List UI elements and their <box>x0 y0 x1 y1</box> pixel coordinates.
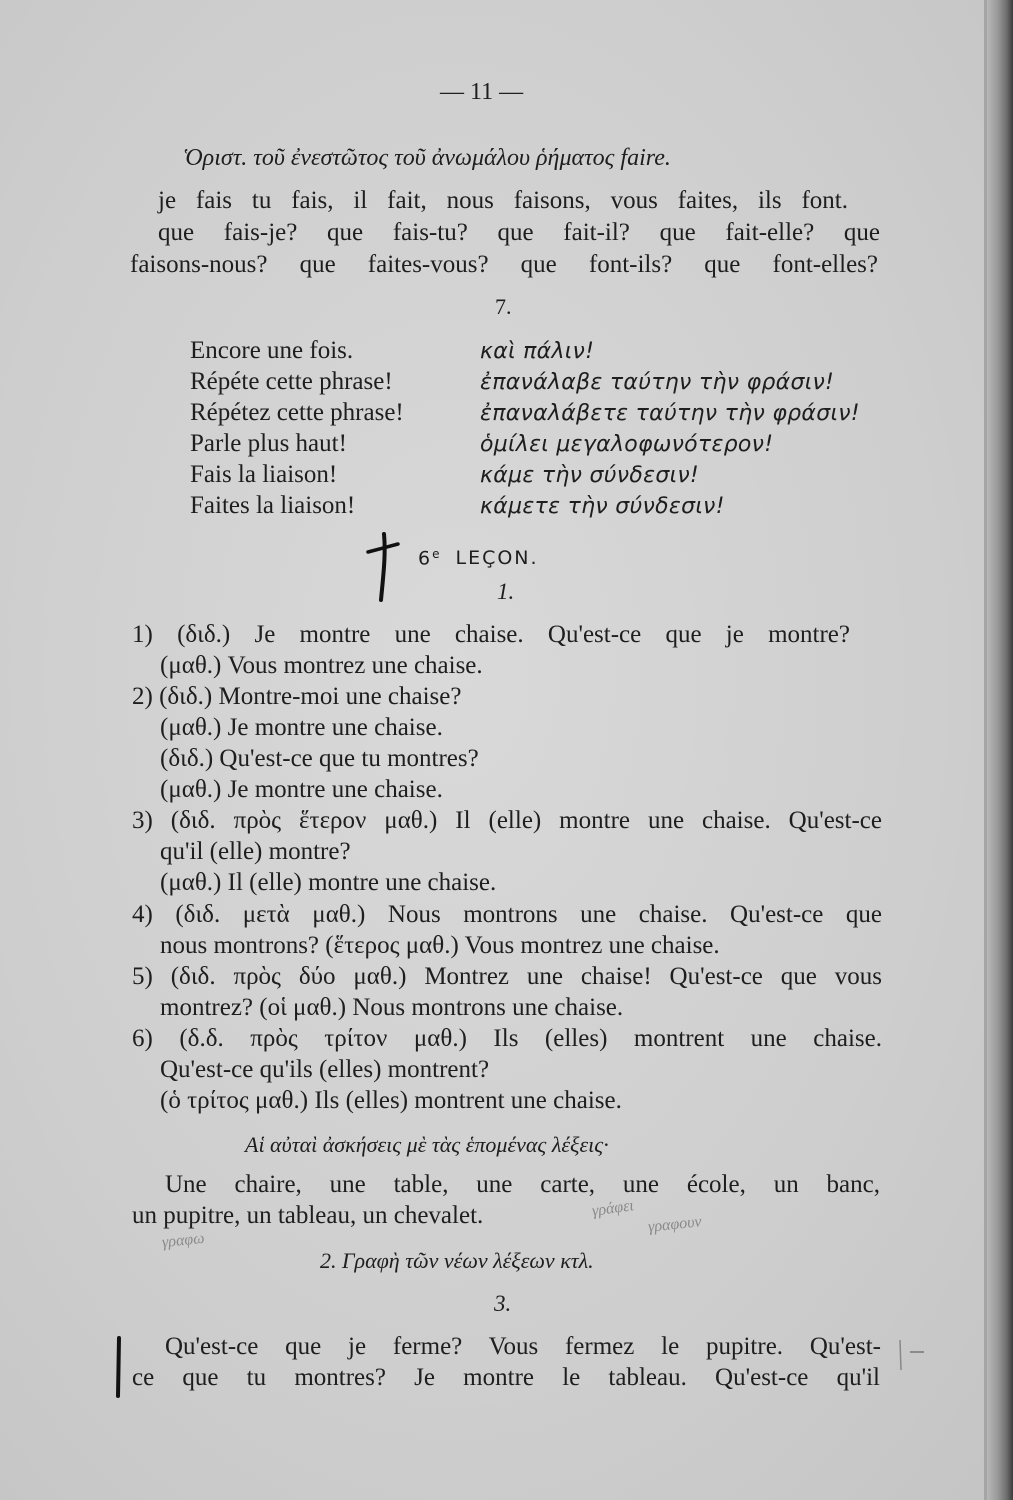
phrase-fr: Fais la liaison! <box>190 461 338 488</box>
closing-line: Qu'est-ce que je ferme? Vous fermez le pupitre. Qu'est- <box>165 1333 881 1360</box>
phrase-fr: Faites la liaison! <box>190 492 356 519</box>
exercise-line: 1) (διδ.) Je montre une chaise. Qu'est-ce que je montre? <box>132 621 850 648</box>
exercise-line: (ὁ τρίτος μαθ.) Ils (elles) montrent une chaise. <box>160 1087 622 1114</box>
phrase-fr: Répéte cette phrase! <box>190 368 393 395</box>
phrase-fr: Encore une fois. <box>190 337 354 364</box>
vocabulary-line: un pupitre, un tableau, un chevalet. <box>132 1202 484 1229</box>
closing-line: ce que tu montres? Je montre le tableau. Qu'est-ce qu'il <box>132 1364 880 1391</box>
exercise-line: (μαθ.) Je montre une chaise. <box>160 714 443 741</box>
exercise-line: (μαθ.) Vous montrez une chaise. <box>160 652 483 679</box>
section-2-heading: 2. Γραφὴ τῶν νέων λέξεων κτλ. <box>320 1248 594 1273</box>
phrase-fr: Répétez cette phrase! <box>190 399 404 426</box>
pencil-note: γράφει <box>590 1197 635 1220</box>
exercise-line: 3) (διδ. πρὸς ἕτερον μαθ.) Il (elle) montre une chaise. Qu'est-ce <box>132 807 882 834</box>
section-number-1: 1. <box>497 579 515 604</box>
phrase-gr: κάμετε τὴν σύνδεσιν! <box>480 494 725 519</box>
handwritten-margin-bar <box>112 1336 126 1398</box>
conjugation-line: faisons-nous? que faites-vous? que font-ils? que font-elles? <box>130 251 878 278</box>
section-number-3: 3. <box>494 1291 512 1316</box>
pencil-note: γραφω <box>161 1229 206 1252</box>
phrase-gr: ὁμίλει μεγαλοφωνότερον! <box>480 432 774 457</box>
phrase-gr: καὶ πάλιν! <box>480 339 595 364</box>
exercise-line: (μαθ.) Il (elle) montre une chaise. <box>160 869 497 896</box>
phrase-fr: Parle plus haut! <box>190 430 347 457</box>
pencil-margin-marks <box>896 1336 926 1376</box>
page-number: — 11 — <box>440 79 524 105</box>
exercise-line: (διδ.) Qu'est-ce que tu montres? <box>160 745 479 772</box>
exercise-line: Qu'est-ce qu'ils (elles) montrent? <box>160 1056 490 1083</box>
conjugation-line: que fais-je? que fais-tu? que fait-il? que fait-elle? que <box>158 219 880 246</box>
exercise-line: (μαθ.) Je montre une chaise. <box>160 776 443 803</box>
vocabulary-heading: Αἱ αὐταὶ ἀσκήσεις μὲ τὰς ἑπομένας λέξεις· <box>245 1132 609 1157</box>
phrase-gr: ἐπανάλαβε ταύτην τὴν φράσιν! <box>480 370 835 395</box>
section-number-7: 7. <box>495 294 512 319</box>
lesson-heading <box>418 548 539 568</box>
exercise-line: 6) (δ.δ. πρὸς τρίτον μαθ.) Ils (elles) montrent une chaise. <box>132 1025 882 1052</box>
exercise-line: 5) (διδ. πρὸς δύο μαθ.) Montrez une chaise! Qu'est-ce que vous <box>132 963 882 990</box>
conjugation-line: je fais tu fais, il fait, nous faisons, vous faites, ils font. <box>158 187 848 214</box>
lesson-number: 6 <box>418 547 433 570</box>
handwritten-cross-mark <box>364 530 404 602</box>
vocabulary-line: Une chaire, une table, une carte, une école, un banc, <box>165 1171 880 1198</box>
pencil-note: γραφουν <box>647 1213 703 1236</box>
lesson-superscript: e <box>432 547 440 561</box>
exercise-line: 2) (διδ.) Montre-moi une chaise? <box>132 683 462 710</box>
conjugation-heading: Ὁριστ. τοῦ ἐνεστῶτος τοῦ ἀνωμάλου ῥήματος faire. <box>183 145 671 171</box>
phrase-gr: κάμε τὴν σύνδεσιν! <box>480 463 700 488</box>
exercise-line: nous montrons? (ἕτερος μαθ.) Vous montrez une chaise. <box>160 932 720 959</box>
book-spine <box>987 0 1013 1500</box>
exercise-line: qu'il (elle) montre? <box>160 838 351 865</box>
exercise-line: 4) (διδ. μετὰ μαθ.) Nous montrons une chaise. Qu'est-ce que <box>132 901 882 928</box>
lesson-word: LEÇON. <box>455 547 539 570</box>
phrase-gr: ἐπαναλάβετε ταύτην τὴν φράσιν! <box>480 401 860 426</box>
exercise-line: montrez? (οἱ μαθ.) Nous montrons une chaise. <box>160 994 624 1021</box>
